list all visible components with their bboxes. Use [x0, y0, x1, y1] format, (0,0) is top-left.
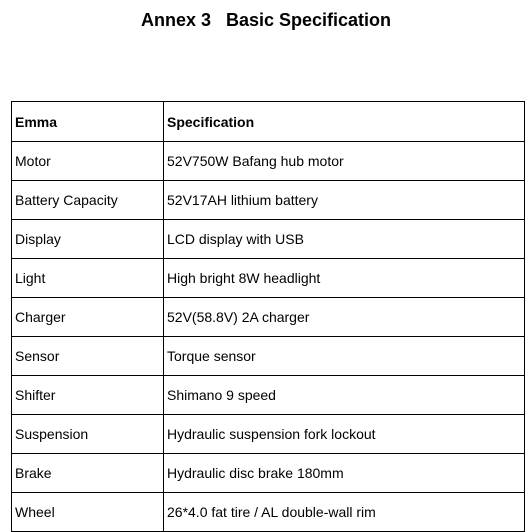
row-value: 52V17AH lithium battery: [164, 181, 525, 220]
row-value: LCD display with USB: [164, 220, 525, 259]
table-row: [12, 220, 525, 259]
row-value: High bright 8W headlight: [164, 259, 525, 298]
table-header-row: [12, 102, 525, 142]
row-label: Sensor: [12, 337, 164, 376]
row-label: Suspension: [12, 415, 164, 454]
specification-table: [11, 101, 525, 532]
row-label: Wheel: [12, 493, 164, 532]
row-label: Shifter: [12, 376, 164, 415]
row-label: Display: [12, 220, 164, 259]
table-row: [12, 454, 525, 493]
column-header-specification: Specification: [164, 102, 525, 142]
table-row: [12, 493, 525, 532]
column-header-model: Emma: [12, 102, 164, 142]
row-value: 52V750W Bafang hub motor: [164, 142, 525, 181]
table-row: [12, 259, 525, 298]
table-row: [12, 142, 525, 181]
table-row: [12, 337, 525, 376]
row-label: Battery Capacity: [12, 181, 164, 220]
row-value: Hydraulic suspension fork lockout: [164, 415, 525, 454]
row-label: Light: [12, 259, 164, 298]
row-label: Charger: [12, 298, 164, 337]
row-value: Torque sensor: [164, 337, 525, 376]
table-row: [12, 298, 525, 337]
document-title: Annex 3 Basic Specification: [140, 10, 392, 30]
row-value: Hydraulic disc brake 180mm: [164, 454, 525, 493]
row-value: 26*4.0 fat tire / AL double-wall rim: [164, 493, 525, 532]
row-label: Brake: [12, 454, 164, 493]
row-value: 52V(58.8V) 2A charger: [164, 298, 525, 337]
row-value: Shimano 9 speed: [164, 376, 525, 415]
row-label: Motor: [12, 142, 164, 181]
table-row: [12, 181, 525, 220]
table-row: [12, 376, 525, 415]
table-row: [12, 415, 525, 454]
